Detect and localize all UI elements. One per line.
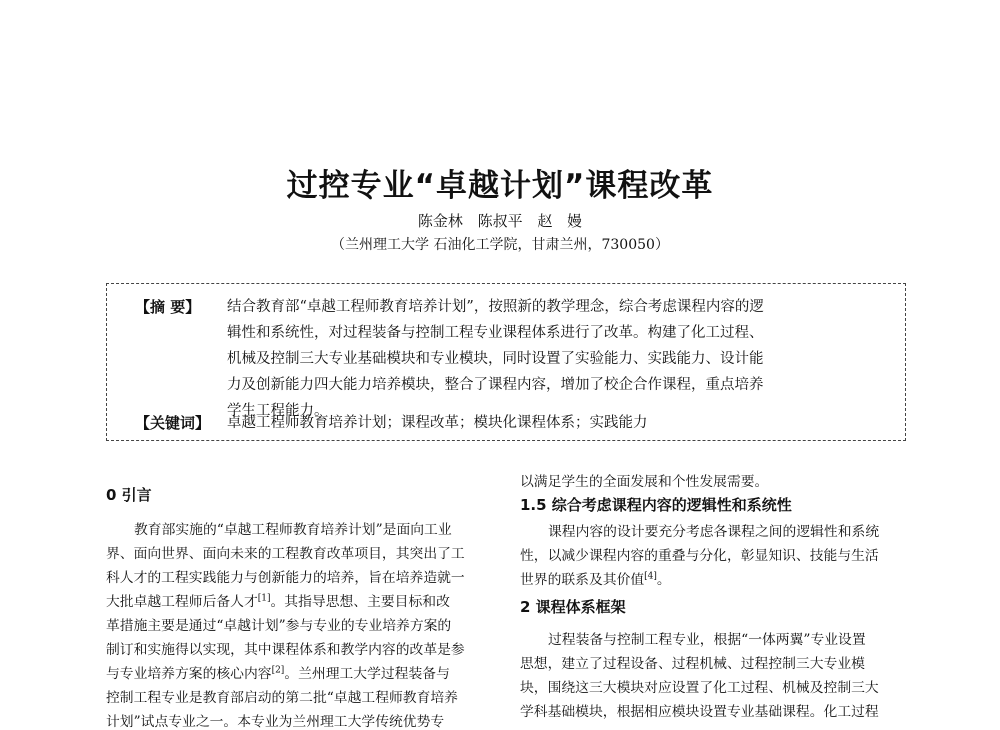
author-list: 陈金林 陈叔平 赵 嫚: [417, 212, 583, 230]
body-line: [520, 568, 671, 588]
section-heading-intro: 0 引言: [106, 486, 152, 504]
abstract-line: 机械及控制三大专业基础模块和专业模块，同时设置了实验能力、实践能力、设计能: [227, 351, 764, 367]
abstract-line: 结合教育部“卓越工程师教育培养计划”，按照新的教学理念，综合考虑课程内容的逻: [227, 299, 764, 315]
abstract-line: 学生工程能力。: [227, 403, 329, 419]
body-line: 控制工程专业是教育部启动的第二批“卓越工程师教育培养: [106, 690, 458, 706]
body-line: 教育部实施的“卓越工程师教育培养计划”是面向工业: [134, 522, 452, 538]
citation-ref: [2]: [271, 665, 285, 676]
body-line: 学科基础模块，根据相应模块设置专业基础课程。化工过程: [520, 704, 879, 720]
body-line: 界、面向世界、面向未来的工程教育改革项目，其突出了工: [106, 546, 465, 562]
abstract-label: 【摘 要】: [135, 298, 201, 316]
abstract-box: [106, 283, 906, 441]
abstract-line: 力及创新能力四大能力培养模块，整合了课程内容，增加了校企合作课程，重点培养: [227, 377, 764, 393]
section-heading-1-5: 1.5 综合考虑课程内容的逻辑性和系统性: [520, 496, 792, 514]
body-text: 世界的联系及其价值: [520, 572, 645, 588]
body-text: 大批卓越工程师后备人才: [106, 594, 258, 610]
body-line: 思想，建立了过程设备、过程机械、过程控制三大专业模: [520, 656, 865, 672]
body-line: [106, 662, 450, 682]
body-line: 革措施主要是通过“卓越计划”参与专业的专业培养方案的: [106, 618, 452, 634]
paper-title: 过控专业“卓越计划”课程改革: [286, 168, 714, 204]
affiliation: （兰州理工大学 石油化工学院，甘肃兰州，730050）: [331, 237, 669, 253]
body-line: 计划”试点专业之一。本专业为兰州理工大学传统优势专: [106, 714, 445, 730]
section-heading-2: 2 课程体系框架: [520, 598, 626, 616]
keywords-label: 【关键词】: [135, 414, 211, 432]
body-line: 制订和实施得以实现，其中课程体系和教学内容的改革是参: [106, 642, 465, 658]
abstract-line: 辑性和系统性，对过程装备与控制工程专业课程体系进行了改革。构建了化工过程、: [227, 325, 764, 341]
body-line: [106, 590, 450, 610]
body-text: 与专业培养方案的核心内容: [106, 666, 272, 682]
body-text: 。: [656, 572, 671, 588]
body-line: 过程装备与控制工程专业，根据“一体两翼”专业设置: [548, 632, 866, 648]
citation-ref: [1]: [257, 593, 271, 604]
body-line: 块，围绕这三大模块对应设置了化工过程、机械及控制三大: [520, 680, 879, 696]
body-line: 科人才的工程实践能力与创新能力的培养，旨在培养造就一: [106, 570, 465, 586]
body-text: 。兰州理工大学过程装备与: [284, 666, 450, 682]
keywords-text: 卓越工程师教育培养计划；课程改革；模块化课程体系；实践能力: [227, 415, 648, 431]
body-text: 。其指导思想、主要目标和改: [270, 594, 450, 610]
body-line: 以满足学生的全面发展和个性发展需要。: [520, 474, 769, 490]
citation-ref: [4]: [644, 571, 657, 582]
body-line: 性，以减少课程内容的重叠与分化，彰显知识、技能与生活: [520, 548, 879, 564]
body-line: 课程内容的设计要充分考虑各课程之间的逻辑性和系统: [548, 524, 880, 540]
